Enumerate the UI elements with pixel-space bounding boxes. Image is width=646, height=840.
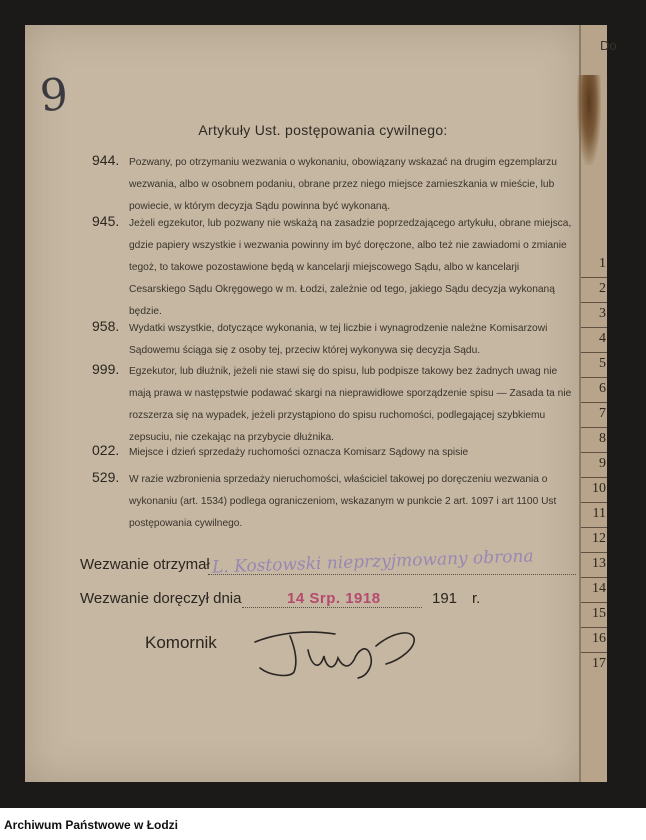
article-number: 944. bbox=[92, 152, 120, 168]
side-row-number: 11 bbox=[592, 506, 606, 521]
side-row-number: 1 bbox=[599, 256, 606, 271]
side-row-number: 12 bbox=[592, 531, 606, 546]
side-row-number: 17 bbox=[592, 656, 606, 671]
side-row-number: 13 bbox=[592, 556, 606, 571]
side-row-number: 9 bbox=[599, 456, 606, 471]
article-944 bbox=[92, 152, 577, 218]
article-text: Pozwany, po otrzymaniu wezwania o wykonaniu, obowiązany wskazać na drugim egzemplarzu wezwania, albo w osobnem podaniu, obrane przez niego miejsce zamieszkania w mieście, lub powiecie, w którym decyzja Sądu powinna być wykonaną. bbox=[129, 157, 557, 212]
article-number: 999. bbox=[92, 361, 120, 377]
article-text: Wydatki wszystkie, dotyczące wykonania, w tej liczbie i wynagrodzenie należne Komisarzowi Sądowemu ściąga się z osoby tej, przeciw której wykonywa się decyzja Sądu. bbox=[129, 323, 548, 356]
article-number: 945. bbox=[92, 213, 120, 229]
side-row-number: 8 bbox=[599, 431, 606, 446]
received-label: Wezwanie otrzymał bbox=[80, 556, 210, 573]
delivered-line bbox=[242, 607, 422, 608]
article-number: 529. bbox=[92, 469, 120, 485]
article-number: 958. bbox=[92, 318, 120, 334]
archive-footer: Archiwum Państwowe w Łodzi bbox=[4, 818, 179, 832]
article-text: Jeżeli egzekutor, lub pozwany nie wskażą na zasadzie poprzedzającego artykułu, obrane miejsca, gdzie papiery wszystkie i wezwania powinny im być doręczone, albo też nie zawiadomi o zmianie tegoż, to takowe pozostawione będą w kancelarji miejscowego Sądu, albo w kancelarji Cesarskiego Sądu Okręgowego w m. Łodzi, zależnie od tego, jakiego Sądu decyzja wykonaną będzie. bbox=[129, 218, 572, 317]
delivered-year: 191 bbox=[432, 590, 458, 607]
side-row-number: 2 bbox=[599, 281, 606, 296]
article-number: 022. bbox=[92, 442, 120, 458]
side-row-number: 7 bbox=[599, 406, 606, 421]
article-999 bbox=[92, 361, 577, 449]
article-945 bbox=[92, 213, 577, 323]
date-stamp: 14 Srp. 1918 bbox=[287, 590, 381, 607]
side-row-number: 15 bbox=[592, 606, 606, 621]
article-529 bbox=[92, 469, 577, 535]
article-text: Egzekutor, lub dłużnik, jeżeli nie stawi się do spisu, lub podpisze takowy bez żadnych uwag nie mają prawa w następstwie podawać skargi na nieprawidłowe sporządzenie spisu — Zasada ta nie rozszerza się na wypadek, jeżeli przystąpiono do spisu ruchomości, podlegającej szybkiemu zepsuciu, nie czekając na przybycie dłużnika. bbox=[129, 366, 572, 443]
side-row-number: 10 bbox=[592, 481, 606, 496]
received-handwriting: L. Kostowski nieprzyjmowany obrona bbox=[211, 546, 534, 578]
side-row-number: 4 bbox=[599, 331, 606, 346]
handwritten-page-number: 9 bbox=[38, 69, 70, 122]
side-row-number: 5 bbox=[599, 356, 606, 371]
officer-signature bbox=[250, 620, 420, 680]
side-row-number: 16 bbox=[592, 631, 606, 646]
article-text: Miejsce i dzień sprzedaży ruchomości oznacza Komisarz Sądowy na spisie bbox=[129, 447, 469, 458]
side-row-number: 3 bbox=[599, 306, 606, 321]
article-022 bbox=[92, 442, 577, 464]
side-row-number: 6 bbox=[599, 381, 606, 396]
rust-stain bbox=[577, 75, 601, 165]
article-958 bbox=[92, 318, 577, 362]
delivered-label: Wezwanie doręczył dnia bbox=[80, 590, 242, 607]
side-row-number: 14 bbox=[592, 581, 606, 596]
articles-heading: Artykuły Ust. postępowania cywilnego: bbox=[198, 122, 448, 138]
officer-label: Komornik bbox=[145, 633, 217, 652]
article-text: W razie wzbronienia sprzedaży nieruchomości, właściciel takowej po doręczeniu wezwania o wykonaniu (art. 1534) podlega ograniczeniom, wskazanym w punkcie 2 art. 1097 i art 1100 Ust postępowania cywilnego. bbox=[129, 474, 557, 529]
side-strip-label: Do bbox=[600, 38, 617, 53]
delivered-suffix: r. bbox=[472, 590, 481, 607]
